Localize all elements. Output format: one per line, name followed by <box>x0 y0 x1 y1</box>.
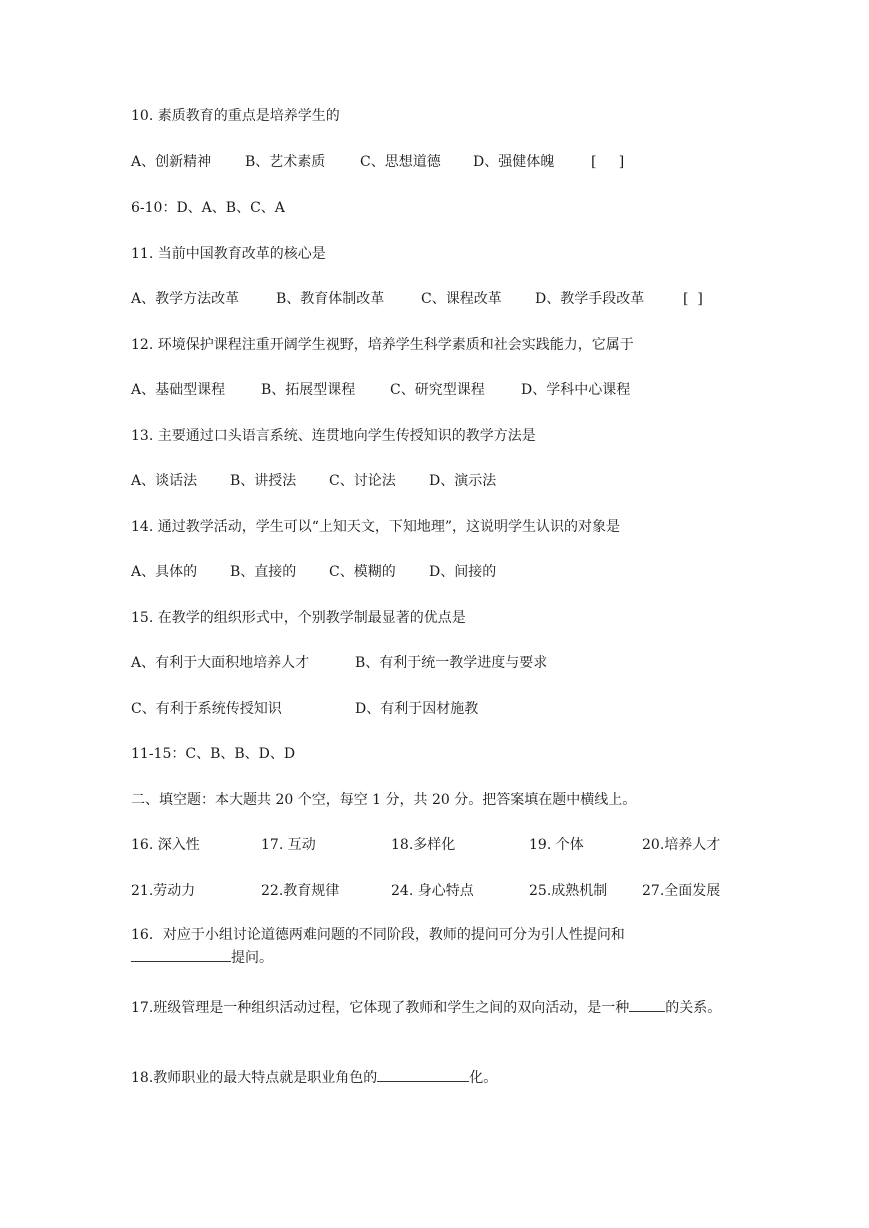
option-c: C、研究型课程 <box>390 382 485 398</box>
question-16-text: 16．对应于小组讨论道德两难问题的不同阶段，教师的提问可分为引人性提问和 <box>131 927 625 943</box>
question-10-stem: 10. 素质教育的重点是培养学生的 <box>131 108 340 124</box>
option-d: D、教学手段改革 <box>535 291 645 307</box>
answer-bracket: [ ] <box>683 291 703 307</box>
fill-answer: 25.成熟机制 <box>529 883 608 899</box>
option-c: C、讨论法 <box>329 473 396 489</box>
option-b: B、直接的 <box>230 564 297 580</box>
option-d: D、强健体魄 <box>473 154 555 170</box>
fill-answer: 27.全面发展 <box>642 883 721 899</box>
option-b: B、讲授法 <box>230 473 297 489</box>
option-b: B、拓展型课程 <box>261 382 356 398</box>
answer-key-11-15: 11-15：C、B、B、D、D <box>131 746 296 762</box>
fill-answer: 20.培养人才 <box>642 837 721 853</box>
question-16-tail: 提问。 <box>231 950 273 966</box>
question-15-stem: 15. 在教学的组织形式中，个别教学制最显著的优点是 <box>131 610 466 626</box>
answer-blank[interactable] <box>131 946 231 962</box>
fill-answer: 18.多样化 <box>391 837 456 853</box>
section-2-heading: 二、填空题：本大题共 20 个空，每空 1 分，共 20 分。把答案填在题中横线上。 <box>131 792 637 808</box>
question-18-text: 18.教师职业的最大特点就是职业角色的 <box>131 1070 378 1086</box>
question-17 <box>131 996 739 1019</box>
question-12-stem: 12. 环境保护课程注重开阔学生视野，培养学生科学素质和社会实践能力，它属于 <box>131 337 634 353</box>
question-18-tail: 化。 <box>469 1070 498 1086</box>
answer-key-6-10: 6-10：D、A、B、C、A <box>131 200 285 216</box>
option-d: D、学科中心课程 <box>521 382 631 398</box>
option-a: A、基础型课程 <box>131 382 226 398</box>
answer-blank[interactable] <box>377 1066 469 1082</box>
option-a: A、具体的 <box>131 564 198 580</box>
answer-bracket: [ ] <box>591 154 625 170</box>
option-b: B、有利于统一教学进度与要求 <box>355 655 548 671</box>
fill-answer: 19. 个体 <box>529 837 584 853</box>
question-13-stem: 13. 主要通过口头语言系统、连贯地向学生传授知识的教学方法是 <box>131 428 536 444</box>
option-d: D、演示法 <box>429 473 497 489</box>
question-16 <box>131 924 739 969</box>
fill-answer: 21.劳动力 <box>131 883 196 899</box>
fill-answer: 16. 深入性 <box>131 837 200 853</box>
option-d: D、有利于因材施教 <box>355 701 479 717</box>
option-a: A、创新精神 <box>131 154 212 170</box>
fill-answer: 17. 互动 <box>261 837 316 853</box>
option-c: C、有利于系统传授知识 <box>131 701 282 717</box>
option-d: D、间接的 <box>429 564 497 580</box>
question-18 <box>131 1066 497 1088</box>
question-11-stem: 11. 当前中国教育改革的核心是 <box>131 246 326 262</box>
question-17-text: 17.班级管理是一种组织活动过程，它体现了教师和学生之间的双向活动，是一种 <box>131 1000 630 1016</box>
option-a: A、谈话法 <box>131 473 198 489</box>
fill-answer: 22.教育规律 <box>261 883 340 899</box>
option-b: B、艺术素质 <box>245 154 326 170</box>
option-c: C、课程改革 <box>421 291 502 307</box>
option-a: A、教学方法改革 <box>131 291 240 307</box>
option-c: C、模糊的 <box>329 564 396 580</box>
option-b: B、教育体制改革 <box>276 291 385 307</box>
fill-answer: 24. 身心特点 <box>391 883 474 899</box>
option-a: A、有利于大面积地培养人才 <box>131 655 310 671</box>
answer-blank[interactable] <box>629 996 665 1012</box>
question-17-tail: 的关系。 <box>665 1000 722 1016</box>
question-14-stem: 14. 通过教学活动，学生可以“上知天文，下知地理”，这说明学生认识的对象是 <box>131 519 621 535</box>
option-c: C、思想道德 <box>360 154 441 170</box>
